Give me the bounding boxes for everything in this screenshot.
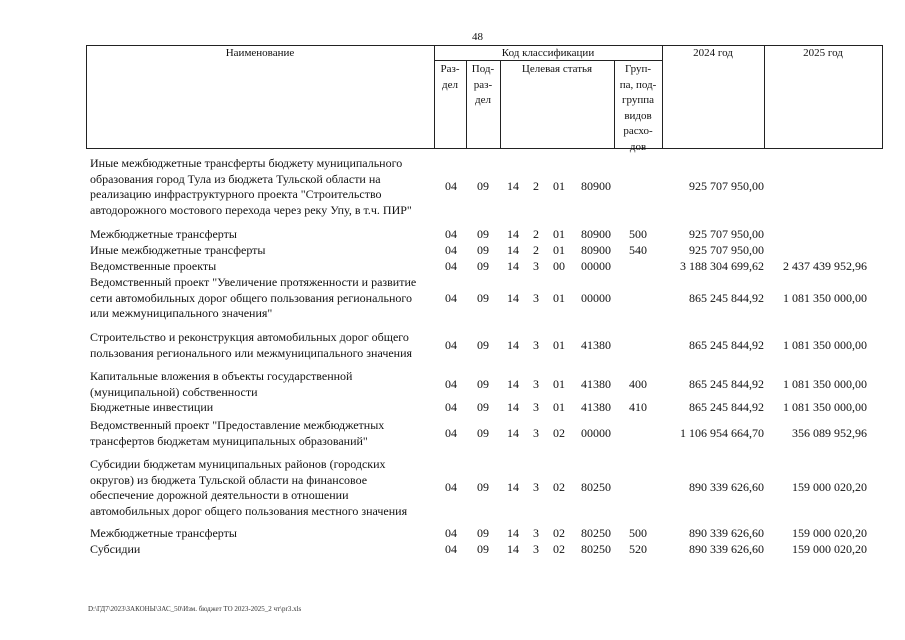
- cell-podrazdel: 09: [477, 243, 489, 257]
- cell-target-program: 14: [507, 400, 519, 414]
- row-name-line: Иные межбюджетные трансферты бюджету муниципального: [90, 156, 403, 170]
- cell-target-sub: 2: [533, 227, 539, 241]
- cell-expense-type: 520: [629, 542, 647, 556]
- header-podrazdel: Под- раз- дел: [471, 63, 495, 106]
- cell-podrazdel: 09: [477, 259, 489, 273]
- cell-expense-type: 500: [629, 526, 647, 540]
- cell-target-direction: 80900: [581, 227, 611, 241]
- row-name-line: образования город Тула из бюджета Тульской области на: [90, 171, 381, 186]
- cell-razdel: 04: [445, 243, 457, 257]
- cell-razdel: 04: [445, 426, 457, 440]
- cell-target-direction: 80250: [581, 542, 611, 556]
- cell-amount-2024: 925 707 950,00: [689, 227, 764, 241]
- cell-target-main: 01: [553, 400, 565, 414]
- header-name: Наименование: [225, 47, 295, 59]
- cell-target-sub: 3: [533, 426, 539, 440]
- row-name: [90, 275, 430, 322]
- cell-razdel: 04: [445, 179, 457, 193]
- row-name-line: Ведомственные проекты: [90, 259, 217, 273]
- cell-expense-type: 500: [629, 227, 647, 241]
- cell-target-program: 14: [507, 426, 519, 440]
- cell-target-main: 01: [553, 377, 565, 391]
- cell-amount-2025: 1 081 350 000,00: [783, 377, 867, 391]
- row-name-line: Межбюджетные трансферты: [90, 526, 237, 540]
- cell-target-program: 14: [507, 243, 519, 257]
- row-name: [90, 542, 430, 558]
- row-name-line: обеспечение дорожной деятельности в отношении: [90, 488, 349, 502]
- cell-target-direction: 00000: [581, 291, 611, 305]
- row-name-line: реализацию инфраструктурного проекта "Строительство: [90, 187, 382, 201]
- cell-target-main: 01: [553, 291, 565, 305]
- cell-target-sub: 3: [533, 526, 539, 540]
- cell-amount-2024: 865 245 844,92: [689, 291, 764, 305]
- cell-target-direction: 80900: [581, 179, 611, 193]
- header-razdel: Раз- дел: [440, 63, 460, 91]
- header-year-2024: 2024 год: [693, 47, 733, 59]
- row-name-line: пользования регионального или межмуниципального значения: [90, 345, 413, 360]
- cell-podrazdel: 09: [477, 400, 489, 414]
- row-name-line: Ведомственный проект "Предоставление межбюджетных: [90, 418, 385, 432]
- row-name-line: Межбюджетные трансферты: [90, 227, 237, 241]
- row-name: [90, 259, 430, 275]
- cell-target-direction: 41380: [581, 377, 611, 391]
- row-name-line: автомобильных дорог общего пользования местного значения: [90, 503, 408, 518]
- cell-podrazdel: 09: [477, 291, 489, 305]
- row-name: [90, 330, 430, 361]
- cell-amount-2025: 159 000 020,20: [792, 526, 867, 540]
- cell-target-program: 14: [507, 227, 519, 241]
- row-name: [90, 526, 430, 542]
- cell-target-sub: 3: [533, 291, 539, 305]
- cell-amount-2025: 159 000 020,20: [792, 542, 867, 556]
- cell-razdel: 04: [445, 480, 457, 494]
- cell-target-main: 02: [553, 426, 565, 440]
- row-name-line: Иные межбюджетные трансферты: [90, 243, 266, 257]
- cell-podrazdel: 09: [477, 338, 489, 352]
- row-name-line: Капитальные вложения в объекты государственной: [90, 369, 353, 383]
- cell-podrazdel: 09: [477, 526, 489, 540]
- row-name-line: трансфертов бюджетам муниципальных образований": [90, 433, 368, 448]
- row-name: [90, 400, 430, 416]
- cell-target-direction: 00000: [581, 426, 611, 440]
- row-name: [90, 418, 430, 449]
- cell-amount-2024: 865 245 844,92: [689, 338, 764, 352]
- cell-target-program: 14: [507, 377, 519, 391]
- cell-target-direction: 80250: [581, 480, 611, 494]
- cell-amount-2025: 1 081 350 000,00: [783, 291, 867, 305]
- row-name: [90, 156, 430, 218]
- cell-target-program: 14: [507, 338, 519, 352]
- row-name-line: Субсидии: [90, 542, 141, 556]
- cell-razdel: 04: [445, 377, 457, 391]
- row-name-line: автодорожного мостового перехода через реку Упу, в т.ч. ПИР": [90, 202, 412, 217]
- cell-expense-type: 410: [629, 400, 647, 414]
- cell-target-program: 14: [507, 542, 519, 556]
- cell-target-sub: 3: [533, 400, 539, 414]
- cell-target-main: 00: [553, 259, 565, 273]
- cell-target-sub: 2: [533, 179, 539, 193]
- row-name-line: округов) из бюджета Тульской области на финансовое: [90, 472, 368, 487]
- cell-razdel: 04: [445, 542, 457, 556]
- row-name: [90, 227, 430, 243]
- cell-target-main: 01: [553, 338, 565, 352]
- cell-target-direction: 00000: [581, 259, 611, 273]
- cell-podrazdel: 09: [477, 480, 489, 494]
- cell-podrazdel: 09: [477, 179, 489, 193]
- cell-target-sub: 3: [533, 259, 539, 273]
- cell-razdel: 04: [445, 338, 457, 352]
- cell-expense-type: 400: [629, 377, 647, 391]
- cell-target-main: 02: [553, 526, 565, 540]
- header-year-2025: 2025 год: [803, 47, 843, 59]
- cell-amount-2025: 1 081 350 000,00: [783, 400, 867, 414]
- cell-target-direction: 80900: [581, 243, 611, 257]
- cell-target-sub: 3: [533, 542, 539, 556]
- cell-target-sub: 3: [533, 480, 539, 494]
- cell-amount-2025: 1 081 350 000,00: [783, 338, 867, 352]
- cell-amount-2024: 890 339 626,60: [689, 542, 764, 556]
- cell-amount-2025: 356 089 952,96: [792, 426, 867, 440]
- header-target-article: Целевая статья: [521, 63, 593, 75]
- row-name-line: Ведомственный проект "Увеличение протяженности и развитие: [90, 275, 417, 289]
- cell-amount-2024: 925 707 950,00: [689, 179, 764, 193]
- cell-amount-2024: 865 245 844,92: [689, 377, 764, 391]
- row-name-line: или межмуниципального значения": [90, 306, 273, 320]
- cell-razdel: 04: [445, 400, 457, 414]
- cell-razdel: 04: [445, 227, 457, 241]
- cell-podrazdel: 09: [477, 227, 489, 241]
- row-name-line: Бюджетные инвестиции: [90, 400, 214, 414]
- cell-target-program: 14: [507, 480, 519, 494]
- row-name-line: Строительство и реконструкция автомобильных дорог общего: [90, 330, 409, 344]
- file-path-footer: D:\ГД7\2023\ЗАКОНЫ\ЗАС_50\Изм. бюджет ТО 2023-2025_2 чт\pr3.xls: [88, 605, 302, 613]
- cell-amount-2024: 925 707 950,00: [689, 243, 764, 257]
- cell-target-sub: 3: [533, 338, 539, 352]
- cell-target-main: 01: [553, 243, 565, 257]
- cell-podrazdel: 09: [477, 377, 489, 391]
- row-name: [90, 369, 430, 400]
- cell-amount-2024: 890 339 626,60: [689, 526, 764, 540]
- cell-razdel: 04: [445, 291, 457, 305]
- cell-target-main: 02: [553, 542, 565, 556]
- cell-target-sub: 2: [533, 243, 539, 257]
- cell-target-direction: 80250: [581, 526, 611, 540]
- cell-target-main: 01: [553, 227, 565, 241]
- row-name-line: Субсидии бюджетам муниципальных районов (городских: [90, 457, 386, 471]
- cell-target-direction: 41380: [581, 338, 611, 352]
- cell-target-program: 14: [507, 526, 519, 540]
- cell-target-sub: 3: [533, 377, 539, 391]
- cell-podrazdel: 09: [477, 542, 489, 556]
- cell-amount-2025: 2 437 439 952,96: [783, 259, 867, 273]
- cell-expense-type: 540: [629, 243, 647, 257]
- cell-podrazdel: 09: [477, 426, 489, 440]
- cell-amount-2024: 890 339 626,60: [689, 480, 764, 494]
- row-name-line: (муниципальной) собственности: [90, 384, 258, 399]
- cell-amount-2025: 159 000 020,20: [792, 480, 867, 494]
- cell-target-main: 01: [553, 179, 565, 193]
- cell-amount-2024: 3 188 304 699,62: [680, 259, 764, 273]
- header-code-group: Код классификации: [501, 47, 595, 59]
- cell-target-program: 14: [507, 259, 519, 273]
- cell-razdel: 04: [445, 259, 457, 273]
- page-number: 48: [472, 31, 483, 43]
- cell-amount-2024: 865 245 844,92: [689, 400, 764, 414]
- row-name-line: сети автомобильных дорог общего пользования регионального: [90, 290, 413, 305]
- cell-razdel: 04: [445, 526, 457, 540]
- cell-target-program: 14: [507, 179, 519, 193]
- cell-target-program: 14: [507, 291, 519, 305]
- row-name: [90, 243, 430, 259]
- cell-target-main: 02: [553, 480, 565, 494]
- row-name: [90, 457, 430, 519]
- cell-target-direction: 41380: [581, 400, 611, 414]
- cell-amount-2024: 1 106 954 664,70: [680, 426, 764, 440]
- header-expense-group: Груп- па, под- группа видов расхо- дов: [619, 63, 657, 153]
